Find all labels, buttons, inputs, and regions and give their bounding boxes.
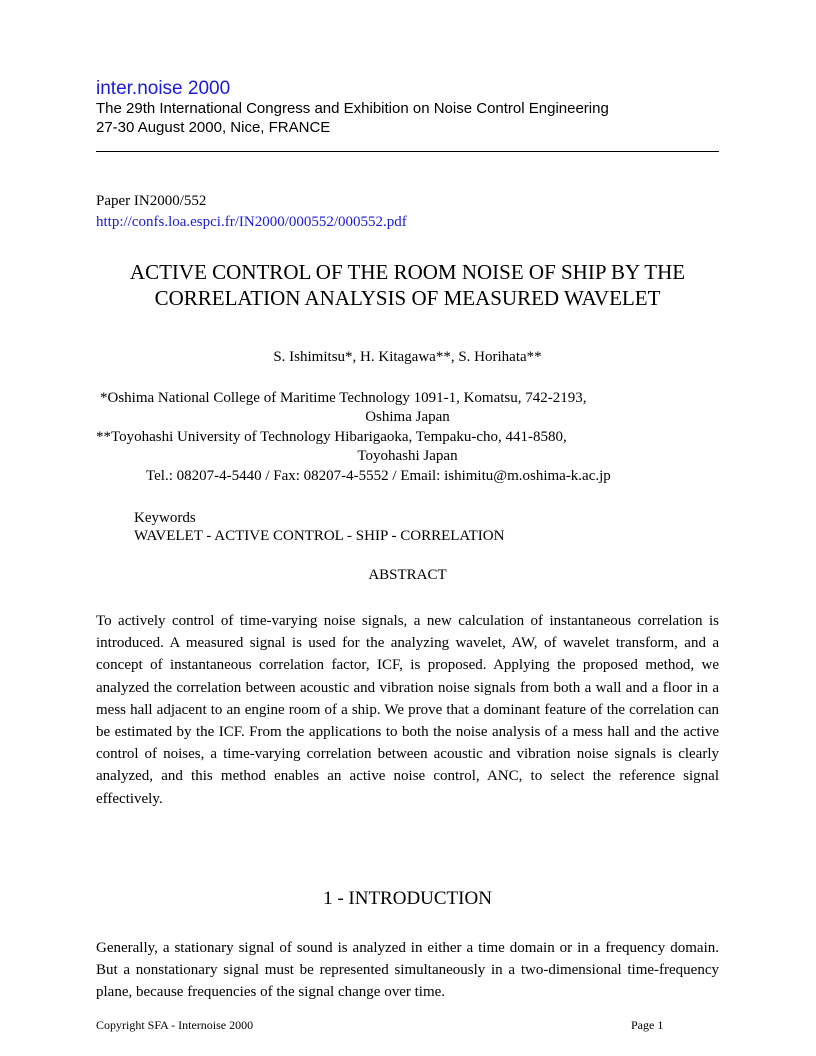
introduction-body: Generally, a stationary signal of sound is analyzed in either a time domain or in a frequency domain. But a nonstationary signal must be represented simultaneously in a two-dimensional time-frequency plane, because frequencies of the signal change over time.: [96, 940, 719, 1001]
affiliation-1-line-2: Oshima Japan: [365, 409, 450, 425]
footer-page-number: Page 1: [631, 1018, 664, 1032]
keywords-label: Keywords: [134, 510, 196, 526]
footer-copyright: Copyright SFA - Internoise 2000: [96, 1018, 254, 1032]
conference-subtitle: The 29th International Congress and Exhibition on Noise Control Engineering: [96, 100, 609, 117]
conference-name: inter.noise 2000: [96, 78, 231, 99]
keywords-list: WAVELET - ACTIVE CONTROL - SHIP - CORRELATION: [134, 528, 505, 544]
conference-dates: 27-30 August 2000, Nice, FRANCE: [96, 119, 331, 136]
abstract-body: To actively control of time-varying noise signals, a new calculation of instantaneous correlation is introduced. A measured signal is used for the analyzing wavelet, AW, of wavelet transform, and a concept of instantaneous correlation factor, ICF, is proposed. Applying the proposed method, we analyzed the correlation between acoustic and vibration noise signals from both a wall and a floor in a mess hall adjacent to an engine room of a ship. We prove that a dominant feature of the correlation can be estimated by the ICF. From the applications to both the noise analysis of a mess hall and the active control of noises, a time-varying correlation between acoustic and vibration noise signals is clearly analyzed, and this method enables an active noise control, ANC, to select the reference signal effectively.: [96, 613, 719, 807]
paper-authors: S. Ishimitsu*, H. Kitagawa**, S. Horihata**: [273, 349, 542, 365]
introduction-heading: 1 - INTRODUCTION: [323, 888, 492, 909]
paper-title: ACTIVE CONTROL OF THE ROOM NOISE OF SHIP BY THE CORRELATION ANALYSIS OF MEASURED WAVELET: [129, 260, 686, 310]
paper-url-link[interactable]: http://confs.loa.espci.fr/IN2000/000552/000552.pdf: [96, 214, 407, 230]
affiliation-2-line-1: **Toyohashi University of Technology Hibarigaoka, Tempaku-cho, 441-8580,: [96, 429, 567, 445]
affiliation-2-line-2: Toyohashi Japan: [357, 448, 458, 464]
affiliation-1-line-1: *Oshima National College of Maritime Technology 1091-1, Komatsu, 742-2193,: [100, 390, 587, 406]
header-divider: [96, 151, 719, 152]
abstract-heading: ABSTRACT: [368, 567, 447, 583]
paper-id: Paper IN2000/552: [96, 193, 207, 209]
contact-info: Tel.: 08207-4-5440 / Fax: 08207-4-5552 / Email: ishimitu@m.oshima-k.ac.jp: [146, 468, 611, 484]
